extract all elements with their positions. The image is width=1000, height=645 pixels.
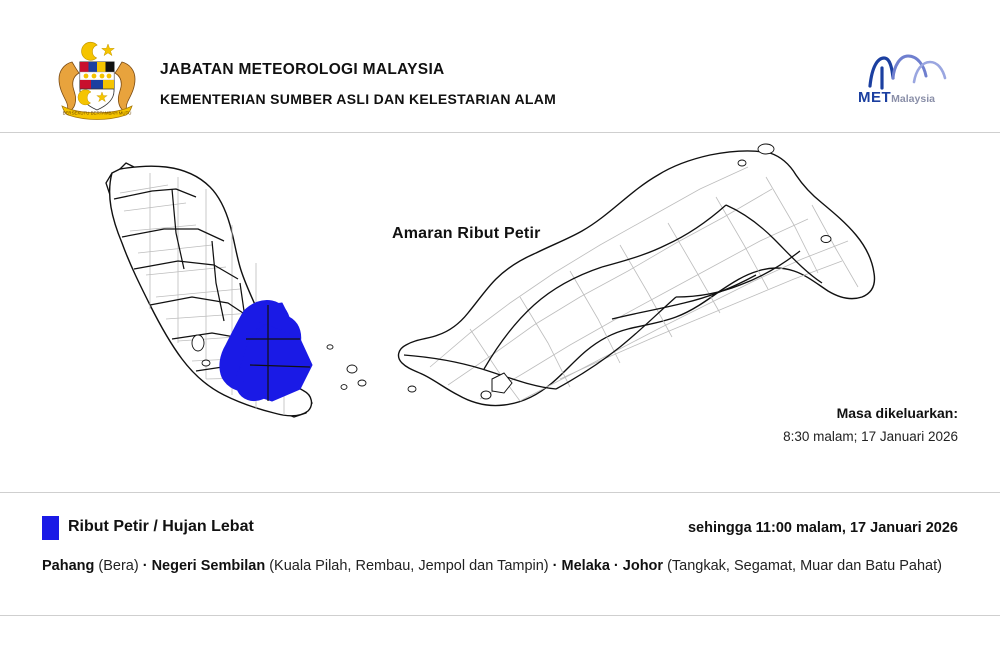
legend-label: Ribut Petir / Hujan Lebat (68, 518, 254, 535)
legend-panel (0, 493, 1000, 615)
svg-text:BERSEKUTU BERTAMBAH MUTU: BERSEKUTU BERTAMBAH MUTU (62, 110, 132, 116)
header (0, 0, 1000, 132)
page-title: Amaran Ribut Petir (392, 225, 541, 242)
met-logo-wordmark (858, 89, 935, 106)
malaysia-coat-of-arms-icon (42, 40, 152, 120)
area-state-negeri-sembilan: · Negeri Sembilan (142, 558, 266, 574)
legend-color-swatch (42, 516, 59, 540)
area-state-melaka-johor: · Melaka · Johor (552, 558, 664, 574)
issued-time-label: Masa dikeluarkan: (836, 405, 958, 421)
footer-strip (0, 616, 1000, 645)
area-state-pahang: Pahang (42, 558, 95, 574)
met-logo-main: MET (858, 89, 892, 106)
peninsular-malaysia-map (106, 163, 366, 417)
validity-period: sehingga 11:00 malam, 17 Januari 2026 (687, 520, 958, 536)
agency-name: JABATAN METEOROLOGI MALAYSIA (160, 61, 445, 78)
area-districts-pahang: (Bera) (94, 558, 143, 574)
met-malaysia-logo-icon (858, 52, 962, 108)
map-panel (0, 133, 1000, 489)
affected-areas-text (42, 555, 958, 577)
area-districts-johor: (Tangkak, Segamat, Muar dan Batu Pahat) (663, 558, 942, 574)
issued-time-value: 8:30 malam; 17 Januari 2026 (783, 429, 958, 444)
header-titles (160, 62, 556, 106)
area-districts-negeri-sembilan: (Kuala Pilah, Rembau, Jempol dan Tampin) (265, 558, 553, 574)
issued-time-block (783, 405, 958, 444)
ministry-name: KEMENTERIAN SUMBER ASLI DAN KELESTARIAN ALAM (160, 90, 557, 107)
met-logo-sub: Malaysia (891, 93, 935, 105)
